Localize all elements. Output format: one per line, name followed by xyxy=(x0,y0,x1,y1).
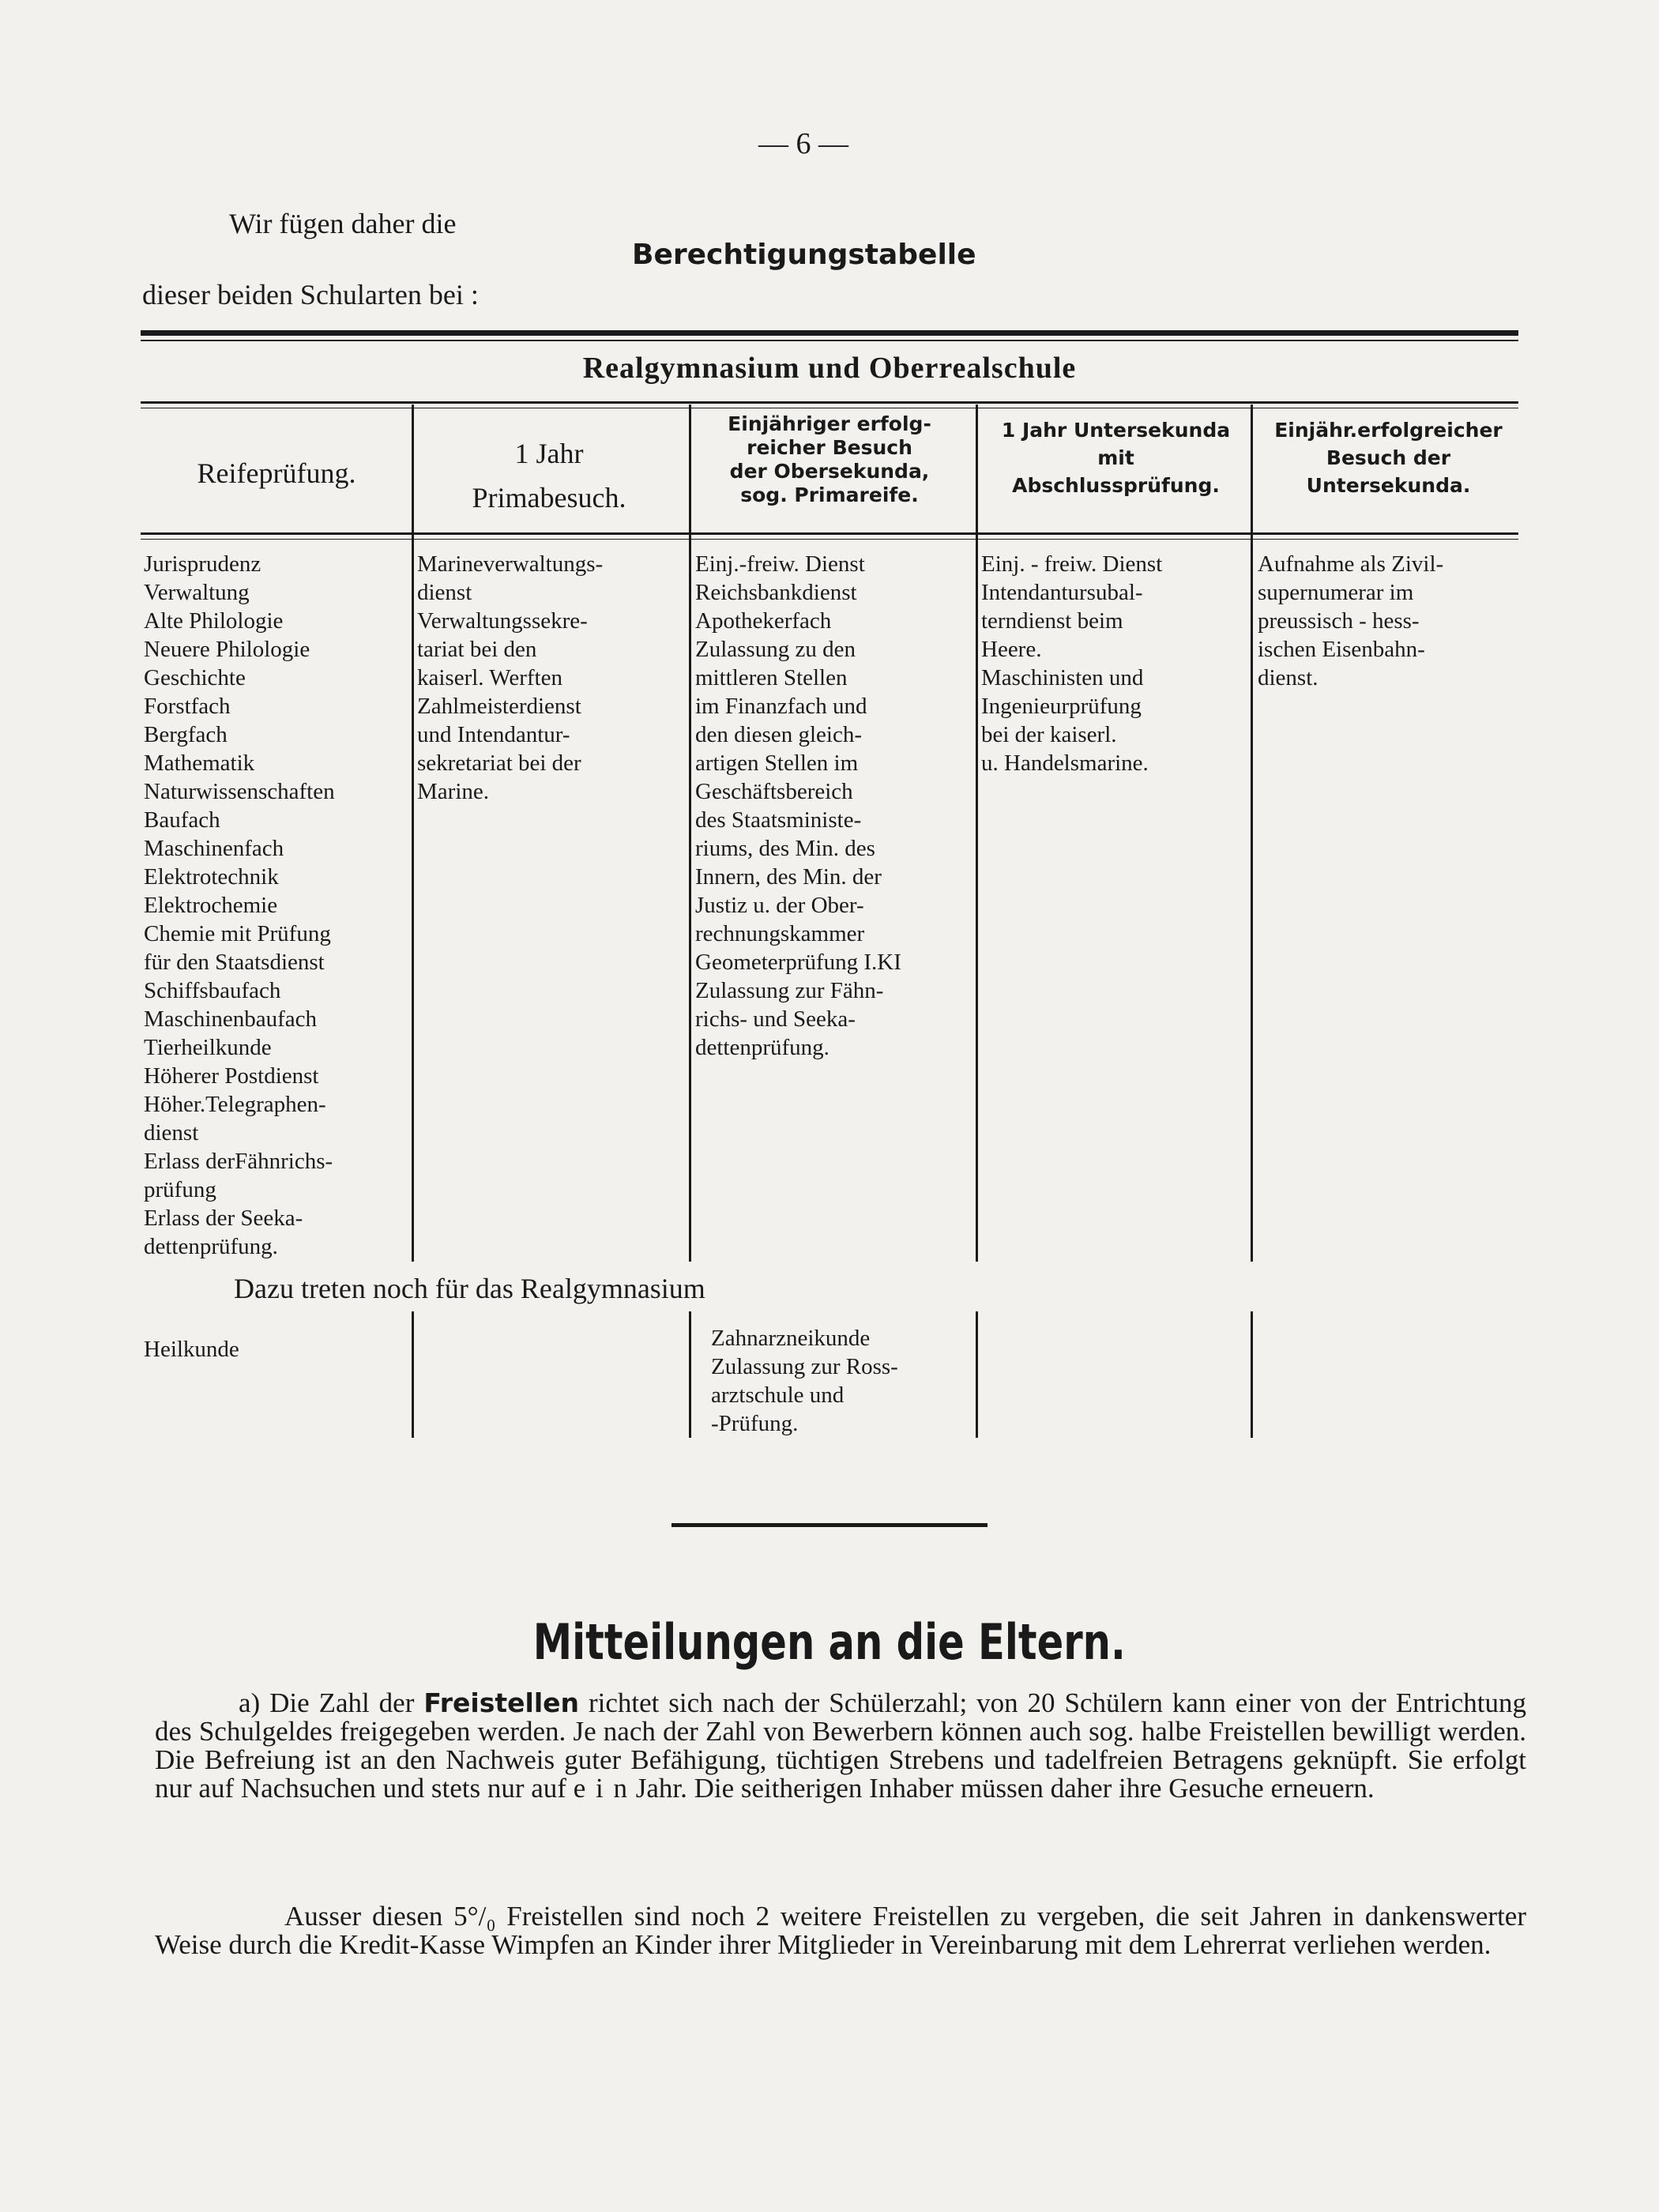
paragraph-freistellen xyxy=(155,1689,1526,1803)
paragraph-a-rest: richtet sich nach der Schülerzahl; von 20 Schülern kann einer von der Entrichtung des Schulgeldes freigegeben werden. Je nach der Zahl von Bewerbern können auch sog. halbe Freistellen bewilligt werden. Die Befreiung ist an den Nachweis guter Befähigung, tüchtigen Strebens und tadelfreien Betragens geknüpft. Sie erfolgt nur auf Nachsuchen und stets nur auf xyxy=(155,1687,1526,1804)
section-title-text: Mitteilungen an die Eltern. xyxy=(532,1613,1127,1671)
header-untersekunda-abschluss: 1 Jahr Untersekunda mit Abschlussprüfung. xyxy=(1001,419,1231,497)
header-untersekunda-besuch: Einjähr.erfolgreicher Besuch der Untersekunda. xyxy=(1274,419,1503,497)
col-divider-3 xyxy=(976,404,978,1262)
header-primabesuch: 1 Jahr Primabesuch. xyxy=(472,438,626,514)
paragraph-a-lead: a) Die Zahl der xyxy=(239,1687,424,1718)
extra-col-divider-1 xyxy=(412,1311,414,1438)
col-primabesuch-items: Marineverwaltungs- dienst Verwaltungssekre- tariat bei den kaiserl. Werften Zahlmeisterdienst und Intendantur- sekretariat bei der Marine. xyxy=(417,551,604,804)
col-divider-1 xyxy=(412,404,414,1262)
header-bottom-rule xyxy=(141,532,1518,535)
table-top-rule xyxy=(141,330,1518,336)
table-section-heading: Realgymnasium und Oberrealschule xyxy=(582,352,1077,385)
paragraph-a-rest2: Jahr. Die seitherigen Inhaber müssen daher ihre Gesuche erneuern. xyxy=(628,1773,1375,1804)
extra-zahnarzneikunde: Zahnarzneikunde Zulassung zur Ross- arztschule und -Prüfung. xyxy=(711,1326,898,1436)
col-untersekunda-besuch-items: Aufnahme als Zivil- supernumerar im preussisch - hess- ischen Eisenbahn- dienst. xyxy=(1258,551,1444,690)
extra-col-divider-2 xyxy=(689,1311,691,1438)
col-untersekunda-abschluss-items: Einj. - freiw. Dienst Intendantursubal- terndienst beim Heere. Maschinisten und Ingenieurprüfung bei der kaiserl. u. Handelsmarine. xyxy=(981,551,1163,776)
header-reifepruefung: Reifeprüfung. xyxy=(197,457,356,489)
section-divider xyxy=(672,1523,988,1527)
page-number: — 6 — xyxy=(758,127,848,160)
header-top-rule xyxy=(141,401,1518,404)
freistellen-bold: Freistellen xyxy=(423,1687,580,1718)
extra-col-divider-3 xyxy=(976,1311,978,1438)
section-title xyxy=(0,1613,1659,1671)
intro-line-1: Wir fügen daher die xyxy=(229,208,457,239)
paragraph-weitere-freistellen: Ausser diesen 5°/₀ Freistellen sind noch 2 weitere Freistellen zu vergeben, die seit Jahren in dankenswerter Weise durch die Kredit-Kasse Wimpfen an Kinder ihrer Mitglieder in Vereinbarung mit dem Lehrerrat verliehen werden. xyxy=(155,1901,1526,1960)
extra-heilkunde: Heilkunde xyxy=(144,1337,239,1362)
table-top-rule-thin xyxy=(141,340,1518,341)
col-divider-4 xyxy=(1251,404,1253,1262)
header-primareife: Einjähriger erfolg- reicher Besuch der Obersekunda, sog. Primareife. xyxy=(728,412,931,506)
extra-col-divider-4 xyxy=(1251,1311,1253,1438)
col-divider-2 xyxy=(689,404,691,1262)
col-primareife-items: Einj.-freiw. Dienst Reichsbankdienst Apothekerfach Zulassung zu den mittleren Stellen im Finanzfach und den diesen gleich- artigen Stellen im Geschäftsbereich des Staatsministe- riums, des Min. des Innern, des Min. der Justiz u. der Ober- rechnungskammer Geometerprüfung I.KI Zulassung zur Fähn- richs- und Seeka- dettenprüfung. xyxy=(695,551,901,1060)
intro-line-2: dieser beiden Schularten bei : xyxy=(142,279,479,310)
extra-heading: Dazu treten noch für das Realgymnasium xyxy=(234,1273,705,1304)
col-reifepruefung-items: Jurisprudenz Verwaltung Alte Philologie Neuere Philologie Geschichte Forstfach Bergfach Mathematik Naturwissenschaften Baufach Maschinenfach Elektrotechnik Elektrochemie Chemie mit Prüfung für den Staatsdienst Schiffsbaufach Maschinenbaufach Tierheilkunde Höherer Postdienst Höher.Telegraphen- dienst Erlass derFähnrichs- prüfung Erlass der Seeka- dettenprüfung. xyxy=(144,551,335,1259)
header-bottom-rule-thin xyxy=(141,539,1518,540)
paragraph-a-spaced: e i n xyxy=(573,1773,629,1804)
table-title: Berechtigungstabelle xyxy=(632,239,976,271)
